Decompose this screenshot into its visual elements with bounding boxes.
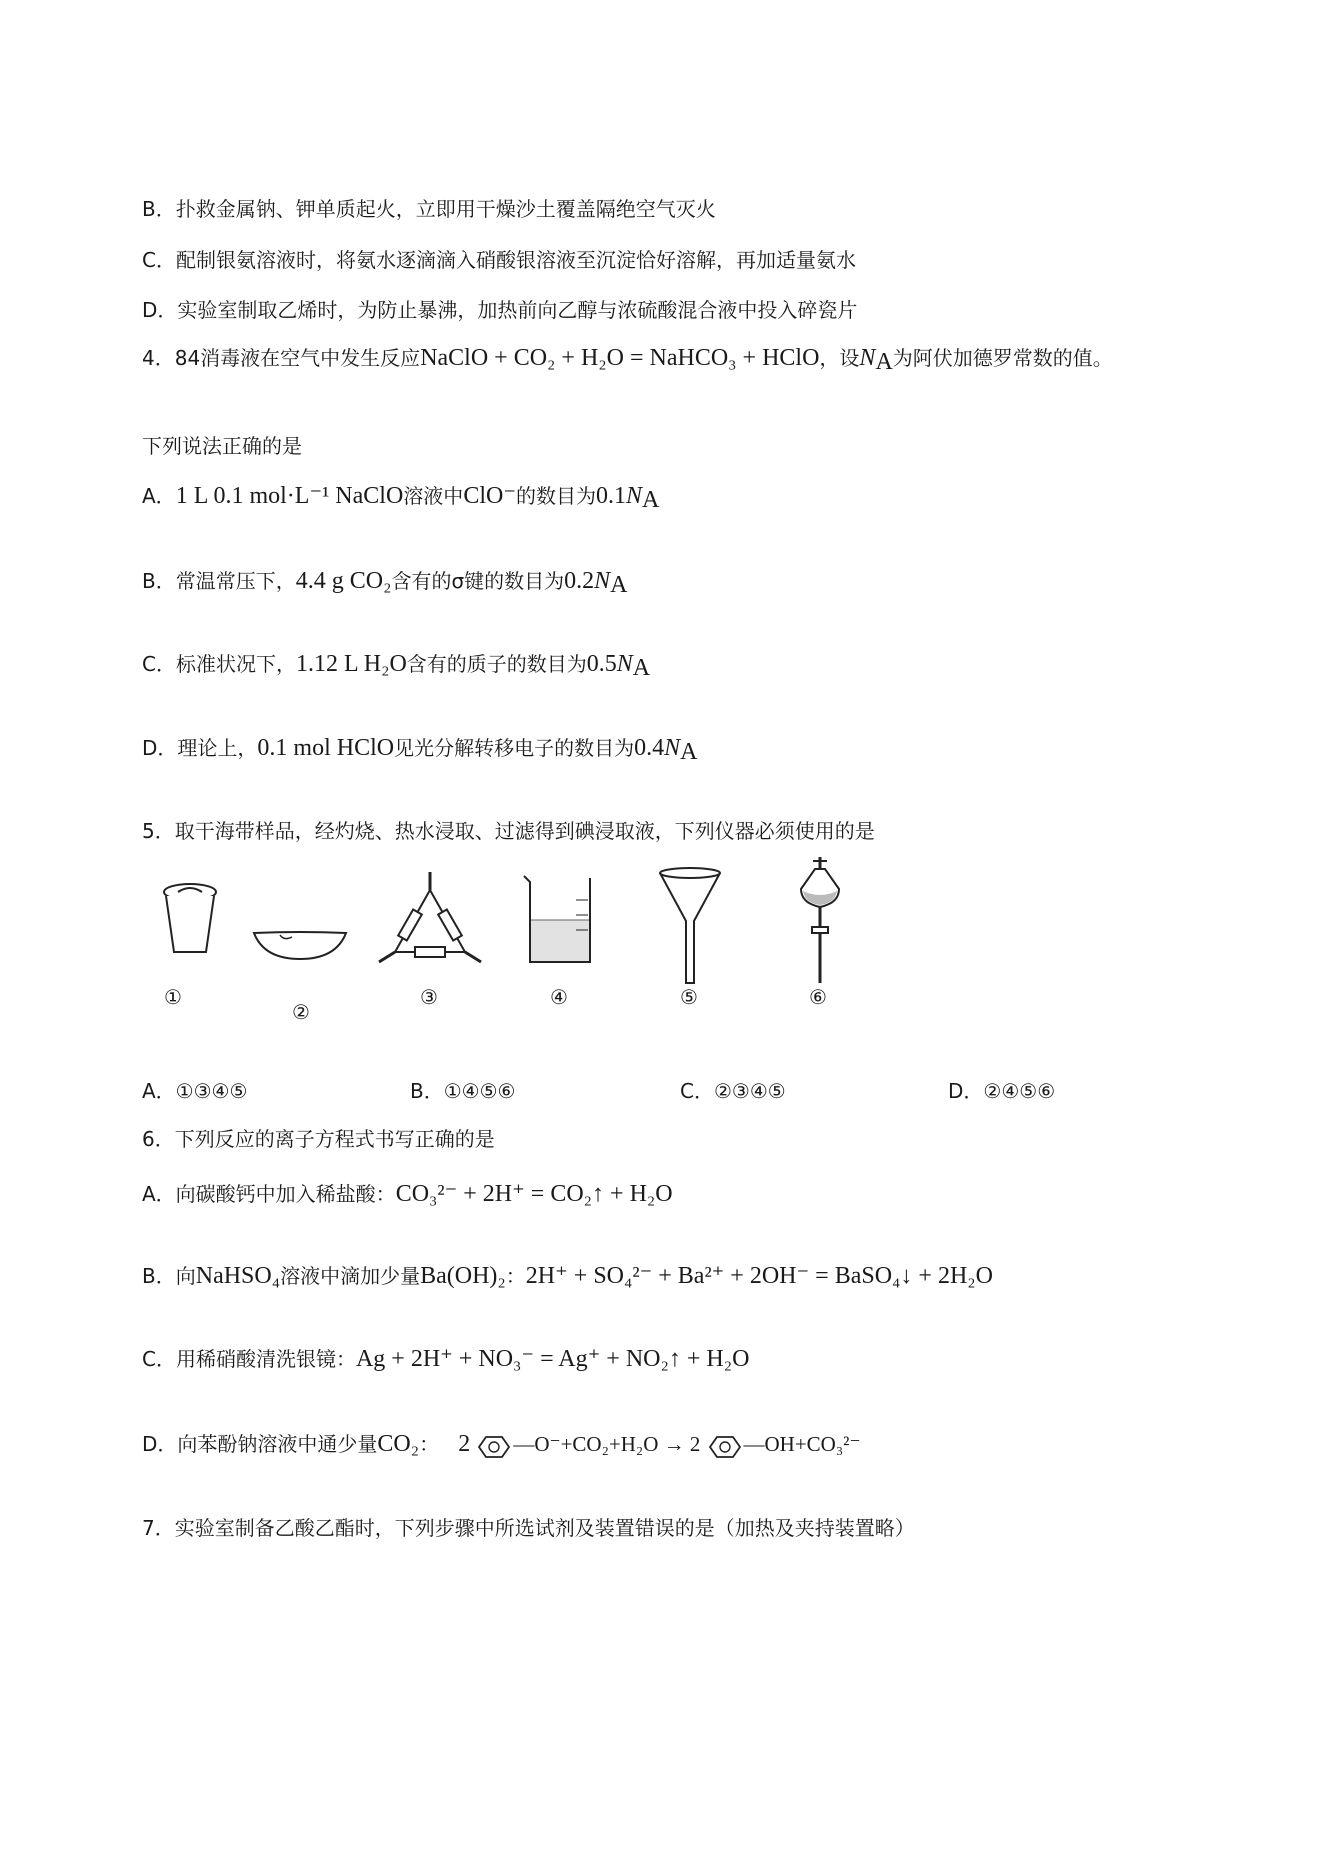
clay-triangle-icon: [375, 870, 485, 970]
q6-option-d: D．向苯酚钠溶液中通少量CO₂： 2 —O⁻+CO₂+H₂O → 2 —OH+CO₃²⁻: [142, 1428, 861, 1460]
apparatus-label-1: ①: [164, 985, 182, 1009]
q4-option-d: D．理论上，0.1 mol HClO见光分解转移电子的数目为$0.4N_A$: [142, 735, 698, 766]
q6-option-c: C．用稀硝酸清洗银镜：Ag + 2H⁺ + NO₃⁻ = Ag⁺ + NO₂↑ + H₂O: [142, 1346, 750, 1372]
q4-equation: NaClO + CO₂ + H₂O = NaHCO₃ + HClO: [420, 345, 820, 371]
benzene-ring-icon: [708, 1434, 742, 1460]
separatory-funnel-icon: [795, 855, 845, 995]
beaker-icon: [520, 870, 600, 970]
q3-option-c: C．配制银氨溶液时，将氨水逐滴滴入硝酸银溶液至沉淀恰好溶解，再加适量氨水: [142, 248, 856, 272]
benzene-ring-icon: [477, 1434, 511, 1460]
apparatus-label-2: ②: [292, 1000, 310, 1024]
q4-option-a: A．1 L 0.1 mol·L⁻¹ NaClO溶液中ClO⁻的数目为$0.1N_A$: [142, 483, 660, 514]
q5-option-b: B．①④⑤⑥: [410, 1079, 516, 1103]
q4-prompt: 下列说法正确的是: [142, 434, 302, 458]
q4-option-c: C．标准状况下，1.12 L H₂O含有的质子的数目为$0.5N_A$: [142, 651, 651, 682]
q5-stem: 5．取干海带样品，经灼烧、热水浸取、过滤得到碘浸取液，下列仪器必须使用的是: [142, 819, 875, 843]
q6-c-equation: Ag + 2H⁺ + NO₃⁻ = Ag⁺ + NO₂↑ + H₂O: [355, 1346, 750, 1372]
q6-stem: 6．下列反应的离子方程式书写正确的是: [142, 1127, 495, 1151]
q3-option-b: B．扑救金属钠、钾单质起火，立即用干燥沙土覆盖隔绝空气灭火: [142, 197, 716, 221]
q5-option-c: C．②③④⑤: [680, 1079, 786, 1103]
q4-option-b: B．常温常压下，4.4 g CO₂含有的σ键的数目为$0.2N_A$: [142, 568, 628, 599]
q6-option-a: A．向碳酸钙中加入稀盐酸：CO₃²⁻ + 2H⁺ = CO₂↑ + H₂O: [142, 1181, 673, 1207]
q6-option-b: B．向NaHSO₄溶液中滴加少量Ba(OH)₂：2H⁺ + SO₄²⁻ + Ba²⁺ + 2OH⁻ = BaSO₄↓ + 2H₂O: [142, 1263, 993, 1289]
crucible-icon: [160, 880, 220, 960]
apparatus-label-3: ③: [420, 985, 438, 1009]
q4-stem: 4．84消毒液在空气中发生反应NaClO + CO₂ + H₂O = NaHCO₃ + HClO，设$N_A$为阿伏加德罗常数的值。: [142, 345, 1113, 376]
evaporating-dish-icon: [250, 925, 350, 965]
q5-option-a: A．①③④⑤: [142, 1079, 248, 1103]
apparatus-label-6: ⑥: [809, 985, 827, 1009]
q3-option-d: D．实验室制取乙烯时，为防止暴沸，加热前向乙醇与浓硫酸混合液中投入碎瓷片: [142, 298, 858, 322]
q6-a-equation: CO₃²⁻ + 2H⁺ = CO₂↑ + H₂O: [395, 1181, 673, 1207]
q7-stem: 7．实验室制备乙酸乙酯时，下列步骤中所选试剂及装置错误的是（加热及夹持装置略）: [142, 1516, 915, 1540]
q6-b-equation: 2H⁺ + SO₄²⁻ + Ba²⁺ + 2OH⁻ = BaSO₄↓ + 2H₂O: [525, 1263, 993, 1289]
q5-option-d: D．②④⑤⑥: [948, 1079, 1056, 1103]
funnel-icon: [655, 865, 725, 995]
apparatus-label-4: ④: [550, 985, 568, 1009]
apparatus-label-5: ⑤: [680, 985, 698, 1009]
